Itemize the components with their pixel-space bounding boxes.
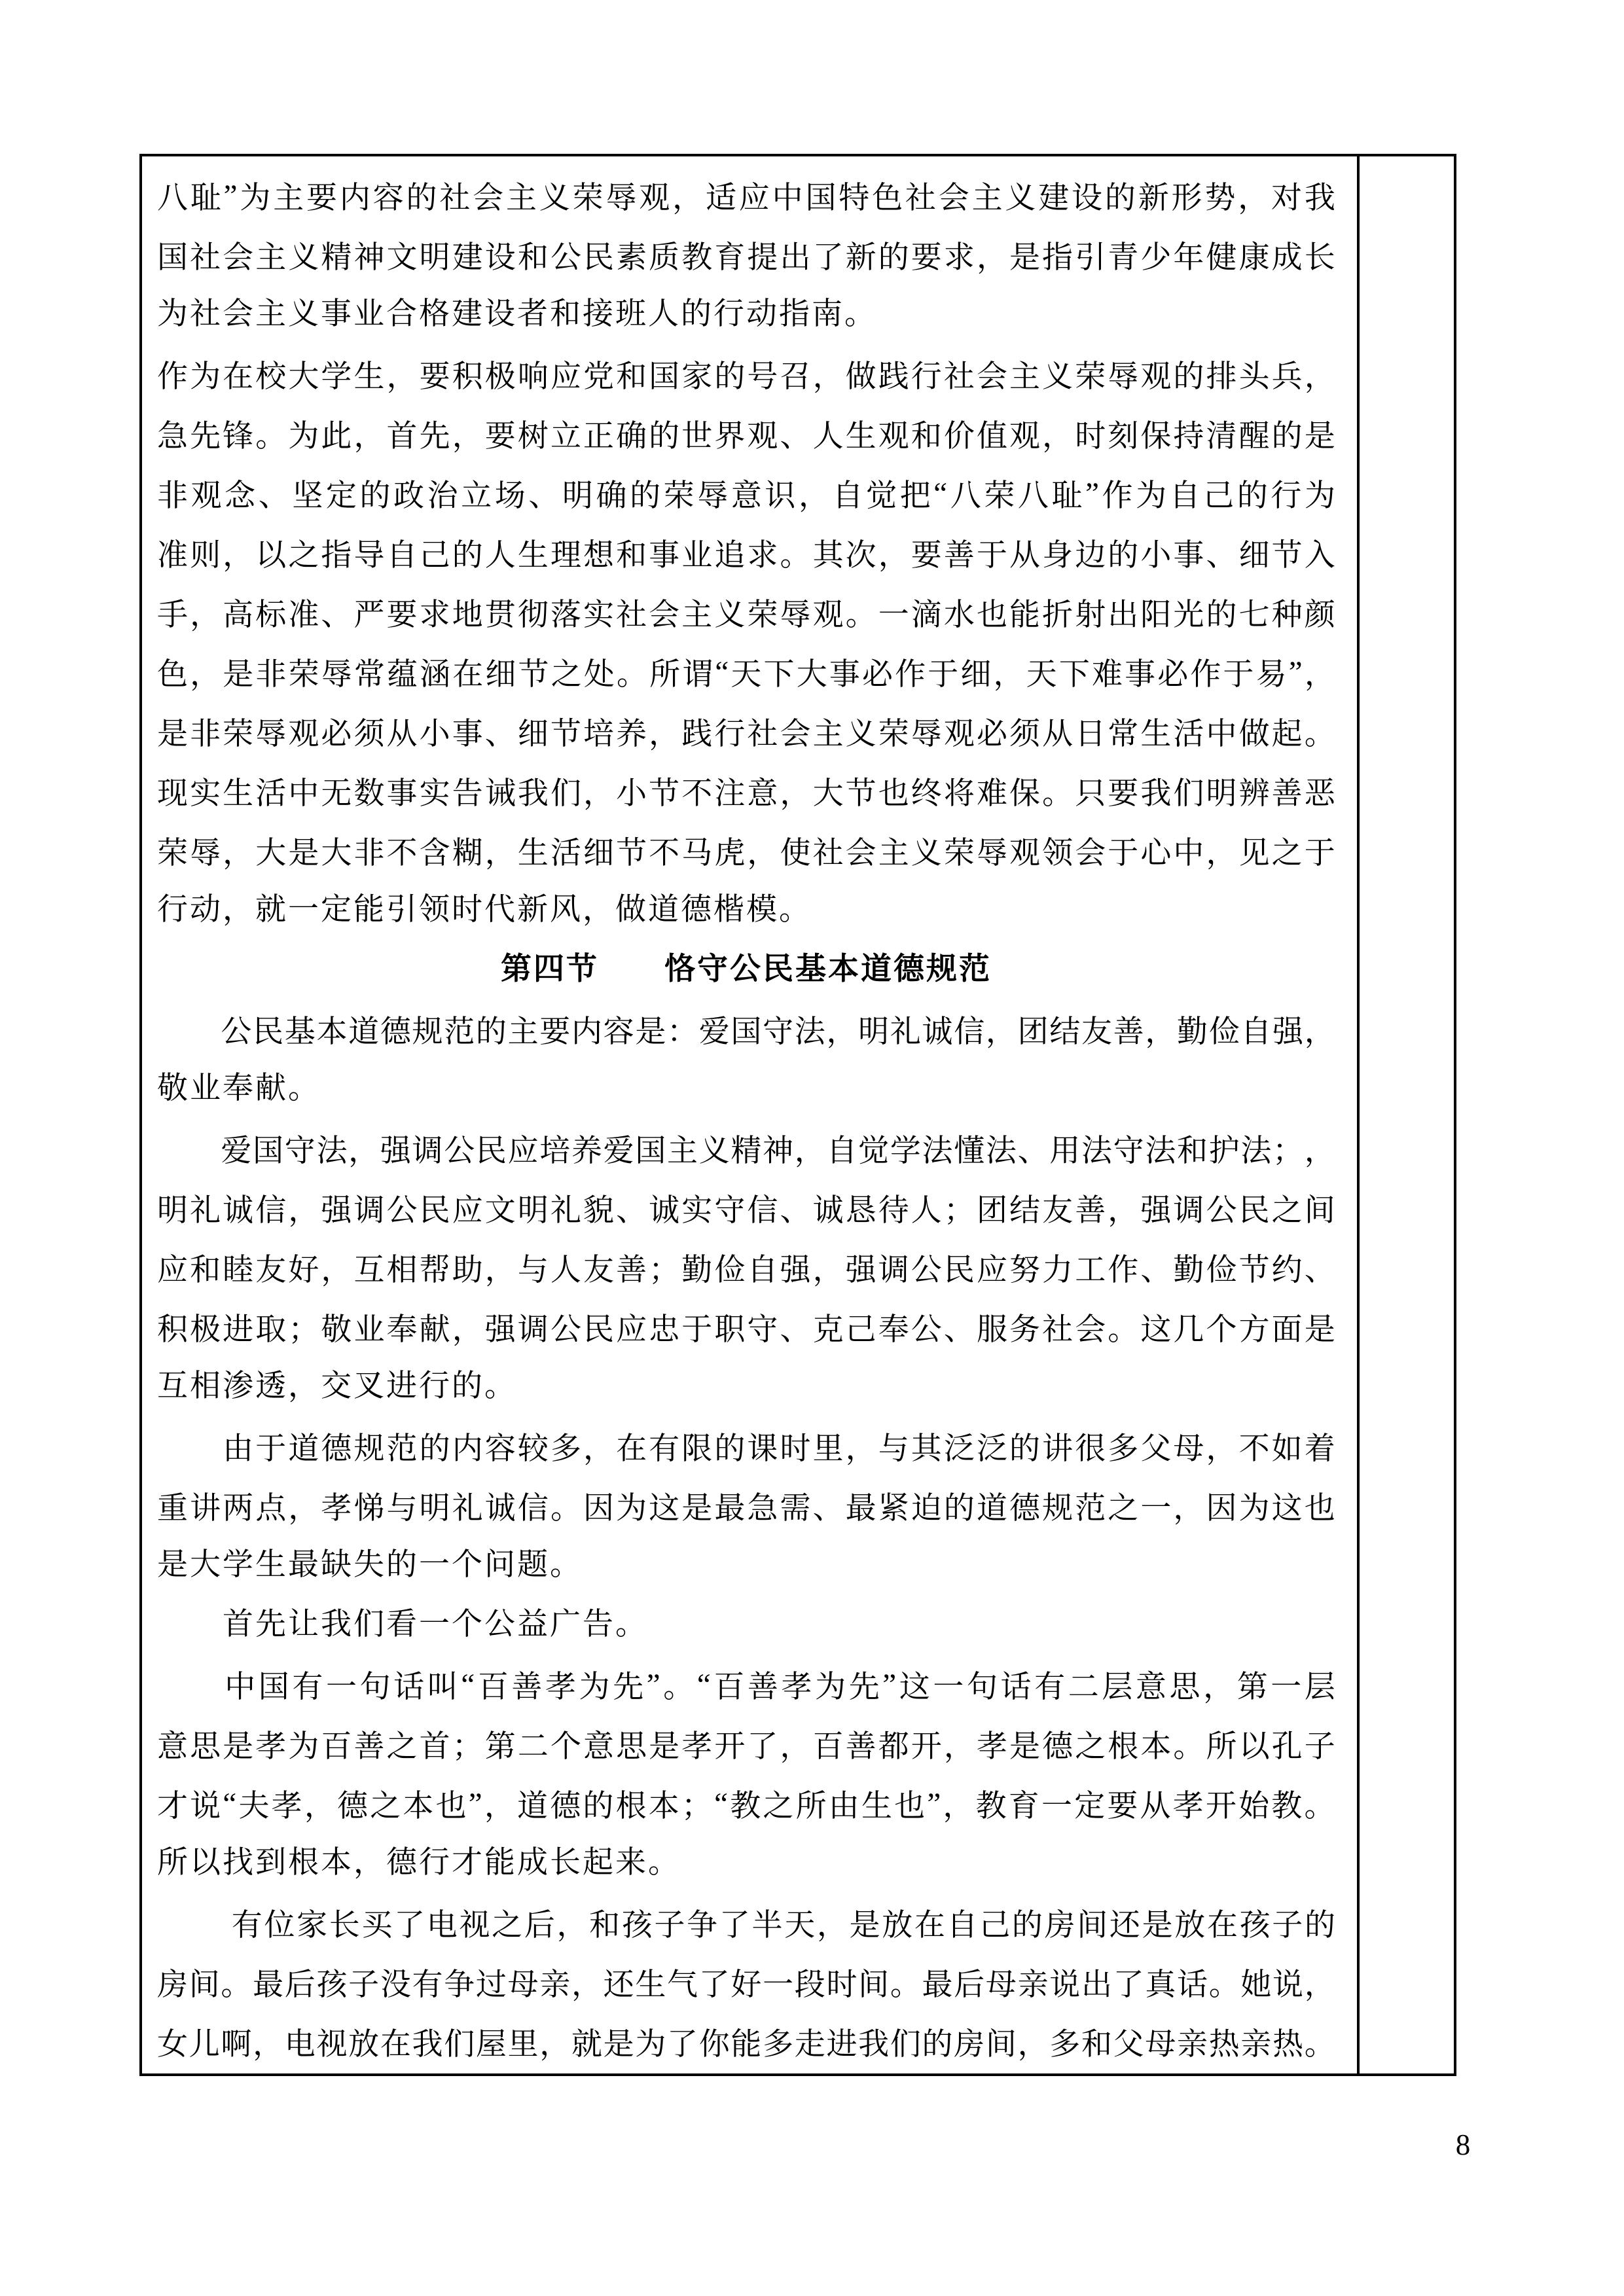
text-line: 重 讲 两 点 ， 孝 悌 与 明 礼 诚 信 。 因 为 这 是 最 急 需 、 最 紧 迫 的 道 德 规 范 之 一 ， 因 为 这 也 <box>157 1492 1335 1526</box>
text-line: 中 国 有 一 句 话 叫 “ 百 善 孝 为 先 ” 。 “ 百 善 孝 为 先 ” 这 一 句 话 有 二 层 意 思 ， 第 一 层 <box>225 1667 1335 1704</box>
content-cell <box>142 156 1360 2073</box>
text-line: 爱 国 守 法 ， 强 调 公 民 应 培 养 爱 国 主 义 精 神 ， 自 觉 学 法 懂 法 、 用 法 守 法 和 护 法 ； ， <box>221 1134 1335 1168</box>
text-line: 房 间 。 最 后 孩 子 没 有 争 过 母 亲 ， 还 生 气 了 好 一 段 时 间 。 最 后 母 亲 说 出 了 真 话 。 她 说 ， <box>157 1968 1335 2002</box>
side-column-cell <box>1360 156 1454 2073</box>
text-line: 准 则 ， 以 之 指 导 自 己 的 人 生 理 想 和 事 业 追 求 。 其 次 ， 要 善 于 从 身 边 的 小 事 、 细 节 入 <box>157 539 1335 573</box>
text-line: 作 为 在 校 大 学 生 ， 要 积 极 响 应 党 和 国 家 的 号 召 ， 做 践 行 社 会 主 义 荣 辱 观 的 排 头 兵 ， <box>157 360 1335 394</box>
text-line: 荣 辱 ， 大 是 大 非 不 含 糊 ， 生 活 细 节 不 马 虎 ， 使 社 会 主 义 荣 辱 观 领 会 于 心 中 ， 见 之 于 <box>157 836 1335 870</box>
text-line: 才 说 “ 夫 孝 ， 德 之 本 也 ” ， 道 德 的 根 本 ； “ 教 之 所 由 生 也 ” ， 教 育 一 定 要 从 孝 开 始 教 。 <box>157 1786 1335 1823</box>
text-line: 非 观 念 、 坚 定 的 政 治 立 场 、 明 确 的 荣 辱 意 识 ， 自 觉 把 “ 八 荣 八 耻 ” 作 为 自 己 的 行 为 <box>157 476 1335 513</box>
text-line: 八 耻 ” 为 主 要 内 容 的 社 会 主 义 荣 辱 观 ， 适 应 中 国 特 色 社 会 主 义 建 设 的 新 形 势 ， 对 我 <box>157 178 1335 215</box>
text-line: 互相渗透，交叉进行的。 <box>157 1369 517 1403</box>
text-line: 是大学生最缺失的一个问题。 <box>157 1548 583 1582</box>
page-number: 8 <box>1455 2128 1471 2161</box>
text-line: 积 极 进 取 ； 敬 业 奉 献 ， 强 调 公 民 应 忠 于 职 守 、 克 己 奉 公 、 服 务 社 会 。 这 几 个 方 面 是 <box>157 1313 1335 1347</box>
text-line: 是 非 荣 辱 观 必 须 从 小 事 、 细 节 培 养 ， 践 行 社 会 主 义 荣 辱 观 必 须 从 日 常 生 活 中 做 起 。 <box>157 717 1335 751</box>
text-block <box>157 166 1335 2072</box>
text-line: 由 于 道 德 规 范 的 内 容 较 多 ， 在 有 限 的 课 时 里 ， 与 其 泛 泛 的 讲 很 多 父 母 ， 不 如 着 <box>223 1432 1335 1466</box>
text-line: 行动，就一定能引领时代新风，做道德楷模。 <box>157 893 812 927</box>
content-table <box>139 154 1456 2076</box>
text-line: 所以找到根本，德行才能成长起来。 <box>157 1846 681 1880</box>
text-line: 明 礼 诚 信 ， 强 调 公 民 应 文 明 礼 貌 、 诚 实 守 信 、 诚 恳 待 人 ； 团 结 友 善 ， 强 调 公 民 之 间 <box>157 1194 1335 1228</box>
text-line: 敬业奉献。 <box>157 1071 321 1105</box>
text-line: 公 民 基 本 道 德 规 范 的 主 要 内 容 是 ： 爱 国 守 法 ， 明 礼 诚 信 ， 团 结 友 善 ， 勤 俭 自 强 ， <box>221 1015 1335 1049</box>
text-line: 急 先 锋 。 为 此 ， 首 先 ， 要 树 立 正 确 的 世 界 观 、 人 生 观 和 价 值 观 ， 时 刻 保 持 清 醒 的 是 <box>157 420 1335 454</box>
section-heading: 第四节 恪守公民基本道德规范 <box>501 952 992 986</box>
text-line: 有 位 家 长 买 了 电 视 之 后 ， 和 孩 子 争 了 半 天 ， 是 放 在 自 己 的 房 间 还 是 放 在 孩 子 的 <box>231 1909 1335 1943</box>
text-line: 首先让我们看一个公益广告。 <box>157 1607 648 1641</box>
text-line: 色 ， 是 非 荣 辱 常 蕴 涵 在 细 节 之 处 。 所 谓 “ 天 下 大 事 必 作 于 细 ， 天 下 难 事 必 作 于 易 ” ， <box>157 655 1335 692</box>
text-line: 手 ， 高 标 准 、 严 要 求 地 贯 彻 落 实 社 会 主 义 荣 辱 观 。 一 滴 水 也 能 折 射 出 阳 光 的 七 种 颜 <box>157 598 1335 632</box>
text-line: 现 实 生 活 中 无 数 事 实 告 诫 我 们 ， 小 节 不 注 意 ， 大 节 也 终 将 难 保 。 只 要 我 们 明 辨 善 恶 <box>157 777 1335 811</box>
text-line: 意 思 是 孝 为 百 善 之 首 ； 第 二 个 意 思 是 孝 开 了 ， 百 善 都 开 ， 孝 是 德 之 根 本 。 所 以 孔 子 <box>157 1730 1335 1764</box>
text-line: 女 儿 啊 ， 电 视 放 在 我 们 屋 里 ， 就 是 为 了 你 能 多 走 进 我 们 的 房 间 ， 多 和 父 母 亲 热 亲 热 。 <box>157 2028 1335 2062</box>
text-line: 应 和 睦 友 好 ， 互 相 帮 助 ， 与 人 友 善 ； 勤 俭 自 强 ， 强 调 公 民 应 努 力 工 作 、 勤 俭 节 约 、 <box>157 1253 1335 1287</box>
text-line: 国 社 会 主 义 精 神 文 明 建 设 和 公 民 素 质 教 育 提 出 了 新 的 要 求 ， 是 指 引 青 少 年 健 康 成 长 <box>157 241 1335 275</box>
text-line: 为社会主义事业合格建设者和接班人的行动指南。 <box>157 297 877 331</box>
